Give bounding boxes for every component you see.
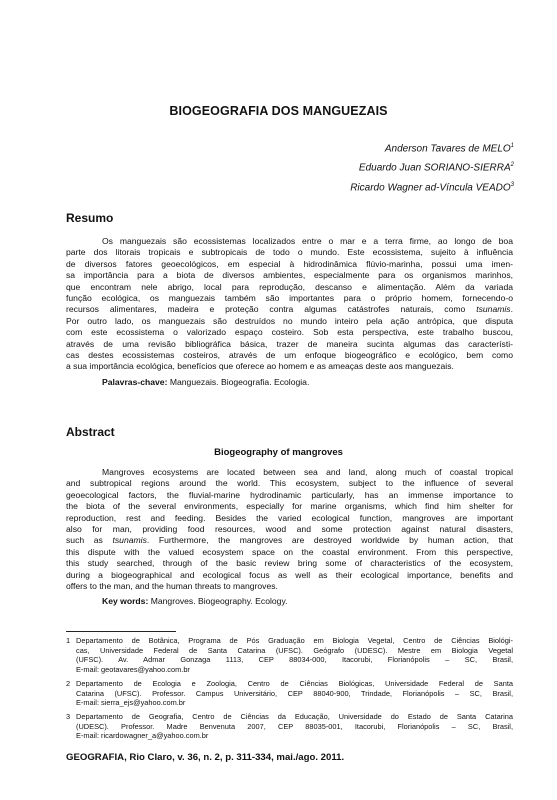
- footnote-body: [76, 712, 513, 741]
- author-affiliation-mark: 1: [510, 143, 514, 149]
- resumo-italic-term: tsunamis: [476, 304, 511, 315]
- resumo-heading: Resumo: [66, 211, 114, 225]
- abstract-line: during a biogeographical and ecological focus as well as their ecological importance, benefits and: [66, 569, 513, 580]
- resumo-line: cas destes ecossistemas costeiros, através de um enfoque biogeográfico e ecológico, bem como: [66, 350, 513, 361]
- footnote-mark: 1: [66, 636, 71, 645]
- footnote-divider: [66, 631, 176, 632]
- author-affiliation-mark: 2: [510, 162, 514, 169]
- author-1: [350, 138, 514, 157]
- footnote-line: E-mail: ricardowagner_a@yahoo.com.br: [76, 731, 209, 741]
- abstract-line-text: such as: [66, 535, 113, 546]
- abstract-line: the biota of the several environments, especially for marine organisms, which find him shelter for: [66, 501, 513, 512]
- resumo-line: de diversos fatores geoecológicos, em especial à hidrodinâmica flúvio-marinha, possui uma imen-: [66, 258, 513, 269]
- keywords-label: Palavras-chave:: [102, 377, 168, 387]
- resumo-line: a sua importância ecológica, benefícios que oferece ao homem e as ameaças deste aos manguezais.: [66, 361, 454, 372]
- footnote-line: E-mail: sierra_ejs@yahoo.com.br: [76, 698, 186, 708]
- article-title: BIOGEOGRAFIA DOS MANGUEZAIS: [169, 104, 388, 118]
- abstract-line: [66, 535, 513, 546]
- author-list: [350, 138, 514, 196]
- footnote-line: cas, Universidade Federal de Santa Catarina (UFSC). Geógrafo (UDESC). Mestre em Biologia Vegetal: [76, 645, 513, 655]
- footnote-line: (UFSC). Av. Admar Gonzaga 1113, CEP 88034-000, Itacorubi, Florianópolis – SC, Brasil,: [76, 655, 513, 665]
- abstract-line: this study searched, through of the basic review bring some of characteristics of the ecosystem,: [66, 558, 513, 569]
- abstract-line: Mangroves ecosystems are located between sea and land, along much of coastal tropical: [102, 467, 513, 477]
- abstract-paragraph: [66, 467, 513, 592]
- resumo-line: Por outro lado, os manguezais são destruídos no mundo inteiro pela ação antrópica, que disputa: [66, 315, 513, 326]
- abstract-line: geoecological factors, the fluvial-marine hydrodinamic particularly, has an immense importance to: [66, 489, 513, 500]
- footnote-line: Departamento de Botânica, Programa de Pós Graduação em Biologia Vegetal, Centro de Ciências Biológi-: [76, 636, 513, 645]
- author-name: Eduardo Juan SORIANO-SIERRA: [358, 162, 511, 174]
- author-name: Ricardo Wagner ad-Víncula VEADO: [350, 181, 511, 193]
- footnote-line: Departamento de Ecologia e Zoologia, Centro de Ciências Biológicas, Universidade Federal de Santa: [76, 679, 513, 688]
- resumo-line: que encontram nele abrigo, local para reprodução, descanso e alimentação. Além da variada: [66, 281, 513, 292]
- footnote-line: Departamento de Geografia, Centro de Ciências da Educação, Universidade do Estado de Santa Catarina: [76, 712, 513, 721]
- abstract-italic-term: tsunamis: [112, 535, 147, 546]
- abstract-line: also for man, providing food resources, wood and some protection against natural disasters,: [66, 524, 513, 535]
- keywords-text: Manguezais. Biogeografia. Ecologia.: [169, 377, 310, 387]
- abstract-line: this dispute with the valued ecosystem space on the coastal environment. From this perspective,: [66, 546, 513, 557]
- resumo-line: sa importância para a biota de diversos ambientes, especialmente para os organismos marinhos,: [66, 270, 513, 281]
- abstract-keywords: [102, 596, 288, 606]
- resumo-paragraph: [66, 236, 513, 373]
- footnote-line: E-mail: geotavares@yahoo.com.br: [76, 664, 190, 674]
- footnote-body: [76, 679, 513, 708]
- author-2: [350, 157, 514, 176]
- abstract-line-text: . Furthermore, the mangroves are destroyed worldwide by human action, that: [146, 535, 513, 546]
- footnote-body: [76, 636, 513, 674]
- keywords-label: Key words:: [102, 596, 149, 606]
- resumo-line: recursos alimentares, madeira e proteção contra algumas catástrofes naturais, como tsunamis.: [66, 304, 513, 315]
- footnote-1: [66, 636, 513, 674]
- resumo-keywords: [102, 377, 309, 387]
- abstract-heading: Abstract: [66, 425, 115, 439]
- author-name: Anderson Tavares de MELO: [384, 143, 511, 155]
- abstract-line: reproduction, rest and feeding. Besides the varied ecological function, mangroves are important: [66, 512, 513, 523]
- abstract-line: offers to the man, and the human threats to mangroves.: [66, 581, 278, 592]
- resumo-line: função ecológica, os manguezais também são importantes para o próprio homem, fornecendo-o: [66, 293, 513, 304]
- footnote-2: [66, 679, 513, 708]
- resumo-line-text: recursos alimentares, madeira e proteção contra algumas catástrofes naturais, como: [66, 304, 477, 315]
- journal-citation-footer: GEOGRAFIA, Rio Claro, v. 36, n. 2, p. 311-334, mai./ago. 2011.: [66, 752, 345, 763]
- author-3: [350, 177, 514, 196]
- abstract-subtitle: Biogeography of mangroves: [214, 447, 343, 458]
- footnote-mark: 2: [66, 679, 71, 688]
- resumo-line: através de uma revisão bibliográfica básica, trazer de maneira sucinta algumas das característi-: [66, 338, 513, 349]
- footnote-line: Catarina (UFSC). Professor. Campus Universitário, CEP 88040-900, Trindade, Florianópolis – SC, Brasil,: [76, 688, 513, 698]
- abstract-line: and subtropical regions around the world. This ecosystem, subject to the influence of several: [66, 478, 513, 489]
- footnote-3: [66, 712, 513, 741]
- resumo-line: Os manguezais são ecossistemas localizados entre o mar e a terra firme, ao longo de boa: [102, 236, 513, 246]
- author-affiliation-mark: 3: [510, 181, 514, 188]
- keywords-text: Mangroves. Biogeography. Ecology.: [150, 596, 288, 606]
- resumo-line: parte dos litorais tropicais e subtropicais de todo o mundo. Este ecossistema, sujeito à influência: [66, 247, 513, 258]
- footnote-mark: 3: [66, 712, 71, 721]
- resumo-line: com este ecossistema o valorizado espaço costeiro. Sob esta perspectiva, este trabalho buscou,: [66, 327, 513, 338]
- footnote-line: (UDESC). Professor. Madre Benvenuta 2007, CEP 88035-001, Itacorubi, Florianópolis – SC, Brasil,: [76, 721, 513, 731]
